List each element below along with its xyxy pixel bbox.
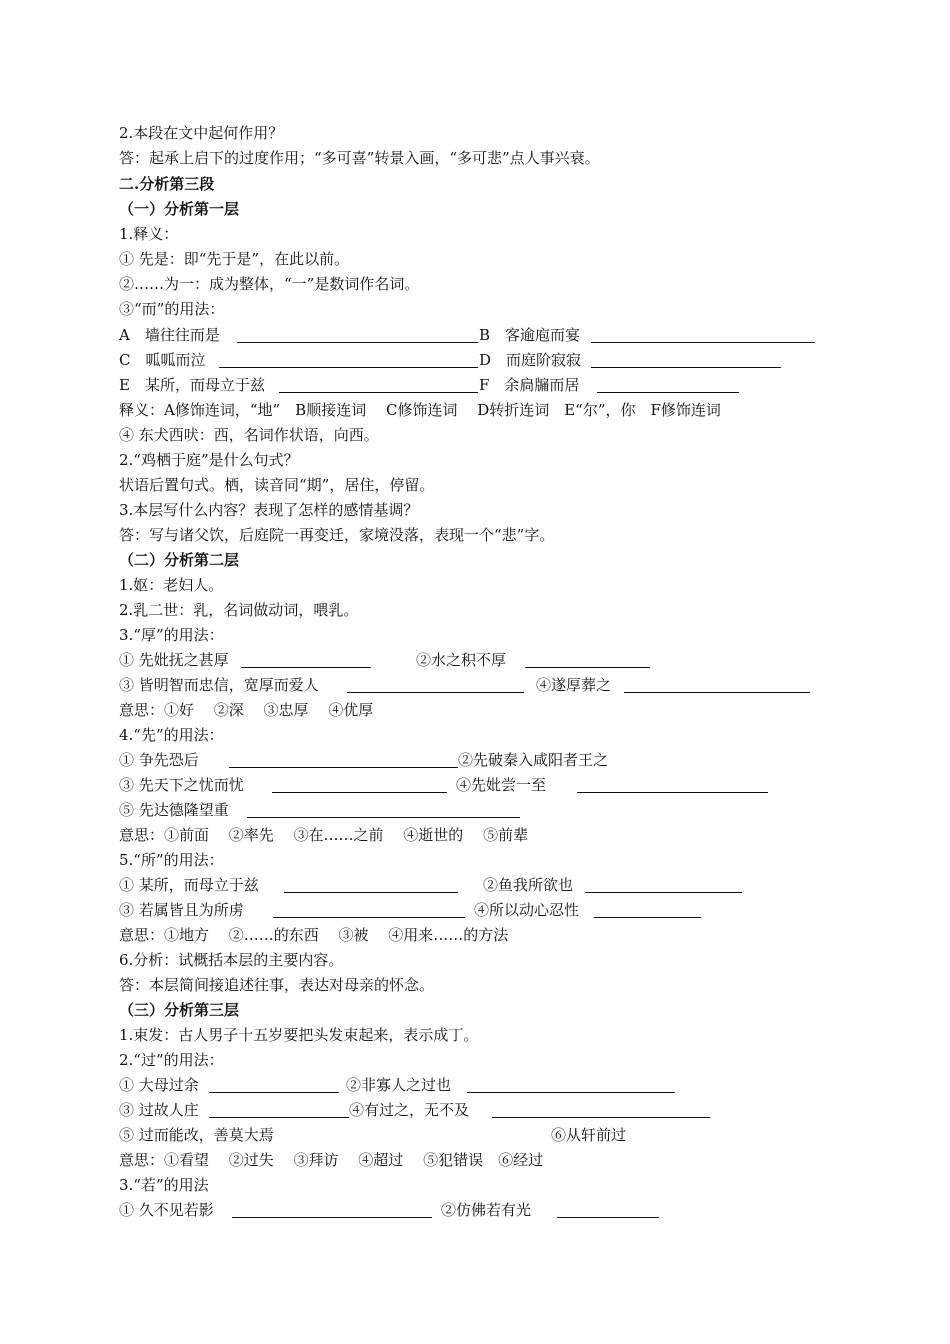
usage-suo-3: ③ 若属皆且为所虏	[119, 901, 244, 919]
answer-blank[interactable]	[557, 1202, 659, 1218]
answer-blank[interactable]	[467, 1077, 675, 1093]
answer-summary: 答：本层简间接追述往事，表达对母亲的怀念。	[119, 976, 435, 994]
usage-er-f: F 余扃牖而居	[479, 376, 580, 394]
usage-ruo-2: ②仿佛若有光	[441, 1201, 532, 1219]
subsection-heading-3: （三）分析第三层	[119, 1001, 240, 1019]
usage-suo-1: ① 某所，而母立于兹	[119, 876, 259, 894]
usage-er-b: B 客逾庖而宴	[479, 326, 581, 344]
usage-guo-3: ③ 过故人庄	[119, 1101, 199, 1119]
answer-blank[interactable]	[591, 352, 781, 368]
usage-hou-4: ④遂厚葬之	[536, 676, 612, 694]
usage-er-meanings: 释义：A修饰连词，“地” B顺接连词 C修饰连词 D转折连词 E“尔”，你 F修饰连词	[119, 401, 721, 419]
question-sentence-type: 2.“鸡栖于庭”是什么句式？	[119, 451, 299, 469]
answer-blank[interactable]	[241, 652, 371, 668]
answer-blank[interactable]	[247, 802, 520, 818]
usage-guo-6: ⑥从轩前过	[551, 1126, 627, 1144]
section-heading-3: 二.分析第三段	[119, 175, 215, 193]
definition-shufa: 1.束发：古人男子十五岁要把头发束起来，表示成丁。	[119, 1026, 479, 1044]
usage-xian-heading: 4.“先”的用法：	[119, 726, 224, 744]
usage-ruo-1: ① 久不见若影	[119, 1201, 214, 1219]
usage-suo-4: ④所以动心忍性	[474, 901, 580, 919]
answer-blank[interactable]	[594, 902, 701, 918]
usage-guo-4: ④有过之，无不及	[349, 1101, 470, 1119]
usage-guo-5: ⑤ 过而能改，善莫大焉	[119, 1126, 274, 1144]
answer-blank[interactable]	[347, 677, 524, 693]
usage-er-a: A 墙往往而是	[119, 326, 220, 344]
answer-blank[interactable]	[577, 777, 768, 793]
answer-blank[interactable]	[492, 1102, 710, 1118]
usage-er-heading: ③“而”的用法：	[119, 300, 225, 318]
usage-er-e: E 某所，而母立于兹	[119, 376, 265, 394]
usage-xian-2: ②先破秦入咸阳者王之	[458, 751, 609, 769]
usage-guo-meanings: 意思：①看望 ②过失 ③拜访 ④超过 ⑤犯错误 ⑥经过	[119, 1151, 544, 1169]
question-layer-content: 3.本层写什么内容？表现了怎样的感情基调？	[119, 501, 419, 519]
answer-blank[interactable]	[272, 777, 447, 793]
usage-hou-3: ③ 皆明智而忠信，宽厚而爱人	[119, 676, 319, 694]
definition-weiyi: ②……为一：成为整体，“一”是数词作名词。	[119, 275, 420, 293]
definition-xianshi: ① 先是：即“先于是”，在此以前。	[119, 250, 350, 268]
usage-xian-3: ③ 先天下之忧而忧	[119, 776, 244, 794]
usage-xian-meanings: 意思：①前面 ②率先 ③在……之前 ④逝世的 ⑤前辈	[119, 826, 529, 844]
usage-hou-meanings: 意思：①好 ②深 ③忠厚 ④优厚	[119, 701, 374, 719]
usage-hou-2: ②水之积不厚	[416, 651, 507, 669]
definition-dongquan: ④ 东犬西吠：西，名词作状语，向西。	[119, 426, 379, 444]
answer-blank[interactable]	[624, 677, 810, 693]
answer-blank[interactable]	[209, 1077, 339, 1093]
answer-blank[interactable]	[273, 902, 465, 918]
answer-blank[interactable]	[229, 752, 458, 768]
usage-suo-meanings: 意思：①地方 ②……的东西 ③被 ④用来……的方法	[119, 926, 509, 944]
usage-hou-heading: 3.“厚”的用法：	[119, 626, 224, 644]
usage-guo-1: ① 大母过余	[119, 1076, 199, 1094]
subsection-heading-2: （二）分析第二层	[119, 551, 240, 569]
definition-yu: 1.妪：老妇人。	[119, 576, 224, 594]
usage-er-d: D 而庭阶寂寂	[479, 351, 582, 369]
usage-xian-4: ④先妣尝一至	[456, 776, 547, 794]
answer-blank[interactable]	[525, 652, 650, 668]
usage-xian-1: ① 争先恐后	[119, 751, 199, 769]
answer-2-role: 答：起承上启下的过度作用；“多可喜”转景入画，“多可悲”点人事兴衰。	[119, 149, 600, 167]
answer-sentence-type: 状语后置句式。栖，读音同“期”，居住，停留。	[119, 476, 435, 494]
question-summary: 6.分析：试概括本层的主要内容。	[119, 951, 344, 969]
usage-guo-2: ②非寡人之过也	[346, 1076, 452, 1094]
answer-blank[interactable]	[597, 377, 739, 393]
usage-xian-5: ⑤ 先达德隆望重	[119, 801, 229, 819]
usage-ruo-heading: 3.“若”的用法	[119, 1176, 209, 1194]
usage-suo-heading: 5.“所”的用法：	[119, 851, 224, 869]
answer-layer-content: 答：写与诸父饮，后庭院一再变迁，家境没落，表现一个“悲”字。	[119, 526, 555, 544]
answer-blank[interactable]	[279, 377, 478, 393]
usage-er-c: C 呱呱而泣	[119, 351, 206, 369]
item-1-definitions: 1.释义：	[119, 225, 179, 243]
question-2-role: 2.本段在文中起何作用？	[119, 124, 284, 142]
definition-ruershi: 2.乳二世：乳，名词做动词，喂乳。	[119, 601, 359, 619]
answer-blank[interactable]	[232, 1202, 432, 1218]
answer-blank[interactable]	[237, 327, 478, 343]
answer-blank[interactable]	[284, 877, 458, 893]
usage-hou-1: ① 先妣抚之甚厚	[119, 651, 229, 669]
answer-blank[interactable]	[585, 877, 742, 893]
answer-blank[interactable]	[219, 352, 478, 368]
usage-guo-heading: 2.“过”的用法：	[119, 1051, 224, 1069]
usage-suo-2: ②鱼我所欲也	[483, 876, 574, 894]
answer-blank[interactable]	[209, 1102, 349, 1118]
answer-blank[interactable]	[591, 327, 815, 343]
subsection-heading-1: （一）分析第一层	[119, 200, 240, 218]
